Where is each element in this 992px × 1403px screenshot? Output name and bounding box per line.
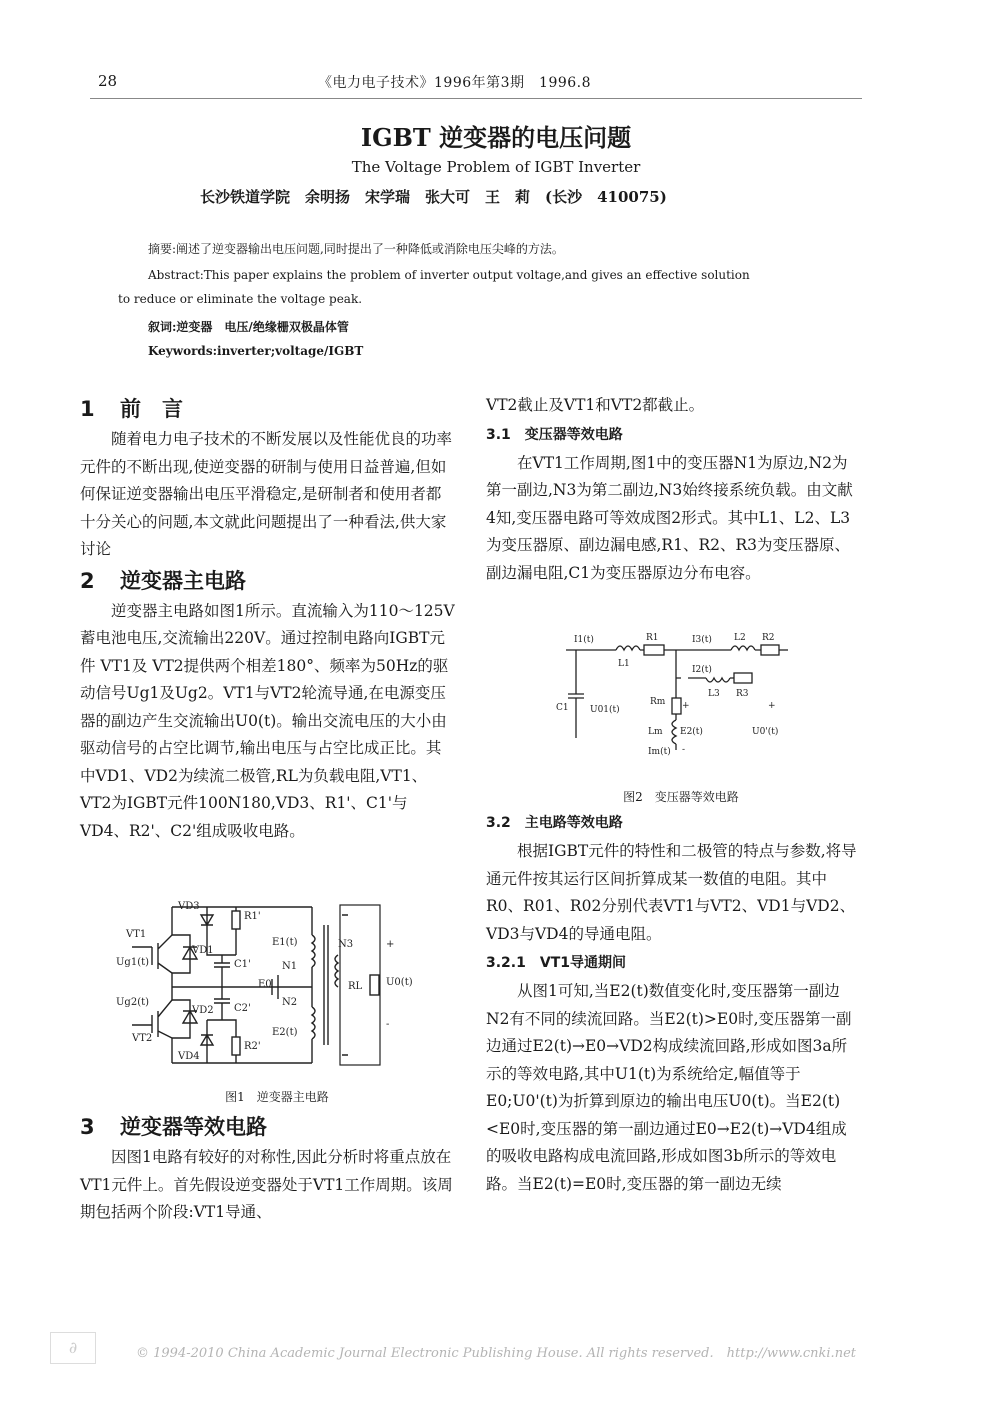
fig2-label: L1 [618,659,630,669]
fig2-label: I2(t) [692,665,712,675]
copyright-footer: © 1994-2010 China Academic Journal Electronic Publishing House. All rights reserved. http://www.cnki.net [136,1346,856,1361]
fig2-label: Im(t) [648,747,671,757]
fig1-label: VD1 [192,945,214,956]
figure-1-caption: 图1 逆变器主电路 [225,1090,329,1104]
section-3-2-1-heading: 3.2.1 VT1导通期间 [486,955,626,971]
authors: 长沙铁道学院 余明扬 宋学瑞 张大可 王 莉 (长沙 410075) [200,188,667,206]
section-title: 前 言 [120,397,183,421]
section-2-paragraph: 逆变器主电路如图1所示。直流输入为110～125V蓄电池电压,交流输出220V。通过控制电路向IGBT元件 VT1及 VT2提供两个相差180°、频率为50Hz的驱动信号Ug1及Ug2。VT1与VT2轮流导通,在电源变压器的副边产生交流输出U0(t)。输出交流电压的大小由驱动信号的占空比调节,输出电压与占空比成正比。其中VD1、VD2为续流二极管,RL为负载电阻,VT1、VT2为IGBT元件100N180,VD3、R1'、C1'与VD4、R2'、C2'组成吸收电路。 [80,601,455,840]
fig2-label: - [682,745,686,755]
fig1-label: VD2 [192,1005,214,1016]
fig2-label: Rm [650,697,666,707]
left-column-bottom [80,1110,456,1227]
section-title: 逆变器等效电路 [120,1115,267,1139]
section-1-paragraph: 随着电力电子技术的不断发展以及性能优良的功率元件的不断出现,使逆变器的研制与使用日益普遍,但如何保证逆变器输出电压平滑稳定,是研制者和使用者都十分关心的问题,本文就此问题提出了一种看法,供大家讨论 [80,430,453,558]
fig1-label: R1' [244,911,261,922]
fig2-label: I1(t) [574,635,594,645]
abstract-en-line1: Abstract:This paper explains the problem of inverter output voltage,and gives an effective solution [148,268,750,282]
fig1-label: Ug2(t) [116,997,150,1008]
fig1-label: Ug1(t) [116,957,150,968]
fig1-label: RL [348,981,363,992]
left-column-top [80,392,456,845]
journal-header: 《电力电子技术》1996年第3期 1996.8 [318,75,592,91]
fig1-label: VD3 [178,901,200,912]
fig1-label: - [386,1019,390,1030]
fig1-label: VD4 [178,1051,200,1062]
fig2-label: L2 [734,633,746,643]
fig2-label: R3 [736,689,749,699]
section-3-2-1-paragraph: 从图1可知,当E2(t)数值变化时,变压器第一副边N2有不同的续流回路。当E2(t)>E0时,变压器第一副边通过E2(t)→E0→VD2构成续流回路,形成如图3a所示的等效电路,其中U1(t)为系统给定,幅值等于E0;U0'(t)为折算到原边的输出电压U0(t)。当E2(t)<E0时,变压器的第一副边通过E0→E2(t)→VD4组成的吸收电路构成电流回路,形成如图3b所示的等效电路。当E2(t)=E0时,变压器的第一副边无续 [486,982,852,1193]
fig1-label: E2(t) [272,1027,298,1038]
section-number: 2 [80,568,95,593]
fig2-label: I3(t) [692,635,712,645]
fig1-label: R2' [244,1041,261,1052]
paper-title: IGBT 逆变器的电压问题 [360,123,632,152]
fig1-label: C2' [234,1003,251,1014]
fig1-label: E1(t) [272,937,298,948]
fig2-label: + [682,701,690,711]
figure-2-transformer-equivalent [556,628,806,758]
fig2-label: U0'(t) [752,727,779,737]
figure-1-main-circuit [112,895,442,1075]
publisher-logo: ∂ [50,1332,96,1364]
fig2-label: U01(t) [590,705,620,715]
right-column-bottom [486,808,862,1198]
header-rule [90,98,862,99]
fig1-label: VT2 [132,1033,153,1044]
section-2-heading [80,564,456,598]
section-number: 1 [80,397,95,421]
abstract-cn: 摘要:阐述了逆变器输出电压问题,同时提出了一种降低或消除电压尖峰的方法。 [148,242,564,256]
fig1-label: C1' [234,959,251,970]
continuation-paragraph: VT2截止及VT1和VT2都截止。 [486,396,705,414]
section-3-heading [80,1110,456,1144]
figure-2-caption: 图2 变压器等效电路 [623,790,739,804]
fig1-label: N2 [282,997,298,1008]
page-number: 28 [98,72,118,90]
fig2-label: C1 [556,703,569,713]
section-1-heading [80,392,456,426]
fig2-label: E2(t) [680,727,703,737]
section-number: 3 [80,1115,95,1139]
fig2-label: + [768,701,776,711]
right-column-top [486,392,862,587]
section-3-1-paragraph: 在VT1工作周期,图1中的变压器N1为原边,N2为第一副边,N3为第二副边,N3始终接系统负载。由文献4知,变压器电路可等效成图2形式。其中L1、L2、L3为变压器原、副边漏电感,R1、R2、R3为变压器原、副边漏电阻,C1为变压器原边分布电容。 [486,453,853,582]
keywords-en: Keywords:inverter;voltage/IGBT [148,344,364,358]
fig1-label: N3 [338,939,354,950]
fig2-label: Lm [648,727,663,737]
abstract-en-line2: to reduce or eliminate the voltage peak. [118,292,363,306]
fig1-label: U0(t) [386,977,413,988]
section-3-2-heading: 3.2 主电路等效电路 [486,815,623,831]
section-3-2-paragraph: 根据IGBT元件的特性和二极管的特点与参数,将导通元件按其运行区间折算成某一数值的电阻。其中R0、R01、R02分别代表VT1与VT2、VD1与VD2、VD3与VD4的导通电阻。 [486,842,857,943]
keywords-cn: 叙词:逆变器 电压/绝缘栅双极晶体管 [148,320,349,334]
fig1-label: E0 [258,979,272,990]
fig2-label: L3 [708,689,720,699]
fig2-label: R1 [646,633,659,643]
fig1-label: N1 [282,961,298,972]
section-title: 逆变器主电路 [120,568,246,593]
paper-subtitle: The Voltage Problem of IGBT Inverter [351,158,641,176]
section-3-paragraph: 因图1电路有较好的对称性,因此分析时将重点放在VT1元件上。首先假设逆变器处于VT1工作周期。该周期包括两个阶段:VT1导通、 [80,1148,453,1221]
section-3-1-heading: 3.1 变压器等效电路 [486,426,623,443]
fig2-label: R2 [762,633,775,643]
fig1-label: + [386,939,395,950]
fig1-label: VT1 [126,929,147,940]
